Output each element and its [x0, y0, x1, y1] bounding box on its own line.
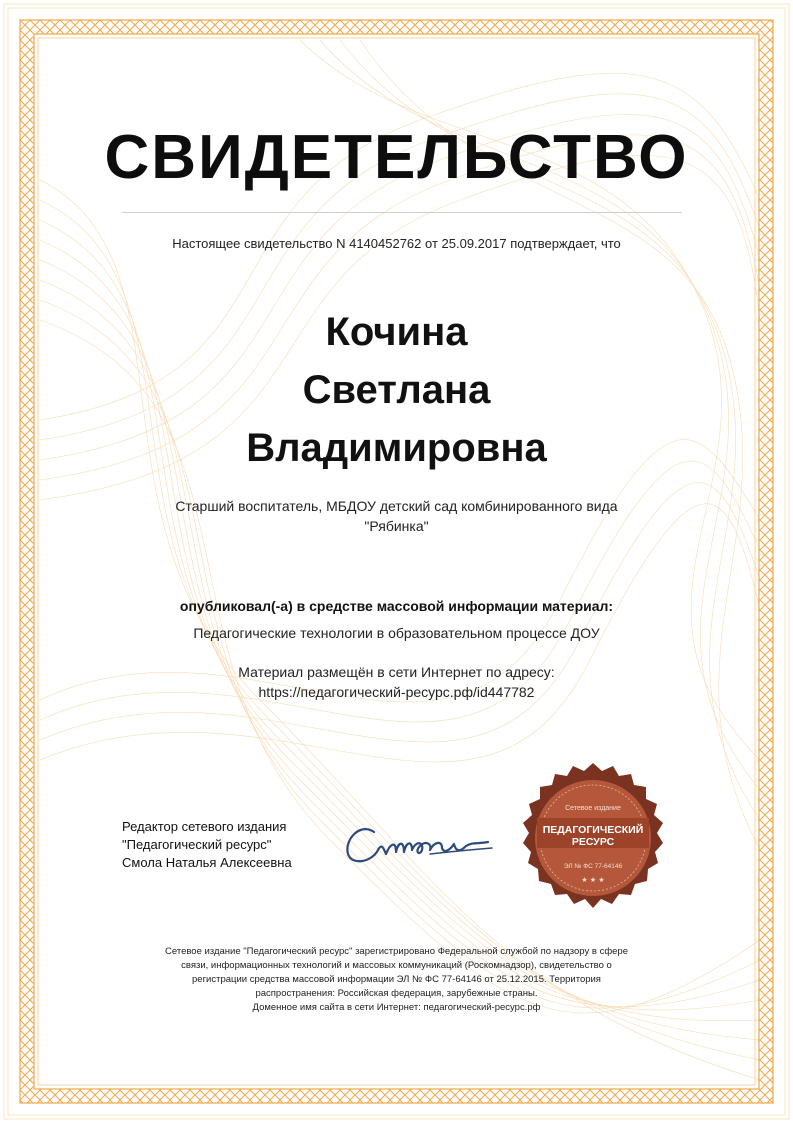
footer-line-5: Доменное имя сайта в сети Интернет: педагогический-ресурс.рф: [252, 1002, 541, 1013]
recipient-patronymic: Владимировна: [246, 426, 547, 470]
recipient-position: [0, 496, 793, 536]
editor-line-2: "Педагогический ресурс": [122, 837, 272, 852]
footer-line-2: связи, информационных технологий и массовых коммуникаций (Роскомнадзор), свидетельство о: [181, 960, 612, 971]
position-line-2: "Рябинка": [364, 518, 429, 534]
material-address: [0, 662, 793, 702]
editor-signature: [338, 810, 498, 880]
registration-footer: [110, 945, 683, 1015]
editor-block: [122, 818, 342, 872]
seal-stars: ★ ★ ★: [581, 876, 605, 884]
material-title: Педагогические технологии в образовательном процессе ДОУ: [193, 625, 600, 641]
seal-title-line-1: ПЕДАГОГИЧЕСКИЙ: [542, 824, 644, 836]
seal-top-text: Сетевое издание: [565, 805, 621, 812]
position-line-1: Старший воспитатель, МБДОУ детский сад комбинированного вида: [175, 498, 618, 514]
address-url: https://педагогический-ресурс.рф/id447782: [258, 684, 535, 700]
recipient-first-name: Светлана: [302, 368, 491, 412]
publisher-seal: [518, 758, 668, 920]
published-label: опубликовал(-а) в средстве массовой информации материал:: [179, 598, 614, 614]
editor-name: Смола Наталья Алексеевна: [122, 855, 292, 870]
seal-registration: ЭЛ № ФС 77-64146: [563, 863, 623, 870]
seal-title-line-2: РЕСУРС: [571, 836, 615, 848]
address-label: Материал размещён в сети Интернет по адресу:: [238, 664, 555, 680]
certificate-intro: Настоящее свидетельство N 4140452762 от 25.09.2017 подтверждает, что: [172, 236, 621, 251]
footer-line-3: регистрации средства массовой информации ЭЛ № ФС 77-64146 от 25.12.2015. Территория: [192, 974, 601, 985]
footer-line-4: распространения: Российская федерация, зарубежные страны.: [255, 988, 538, 999]
recipient-last-name: Кочина: [325, 310, 468, 354]
editor-line-1: Редактор сетевого издания: [122, 819, 287, 834]
footer-line-1: Сетевое издание "Педагогический ресурс" зарегистрировано Федеральной службой по надзору в сфере: [165, 946, 628, 957]
title-divider: [122, 212, 682, 213]
certificate-title: СВИДЕТЕЛЬСТВО: [104, 123, 689, 192]
